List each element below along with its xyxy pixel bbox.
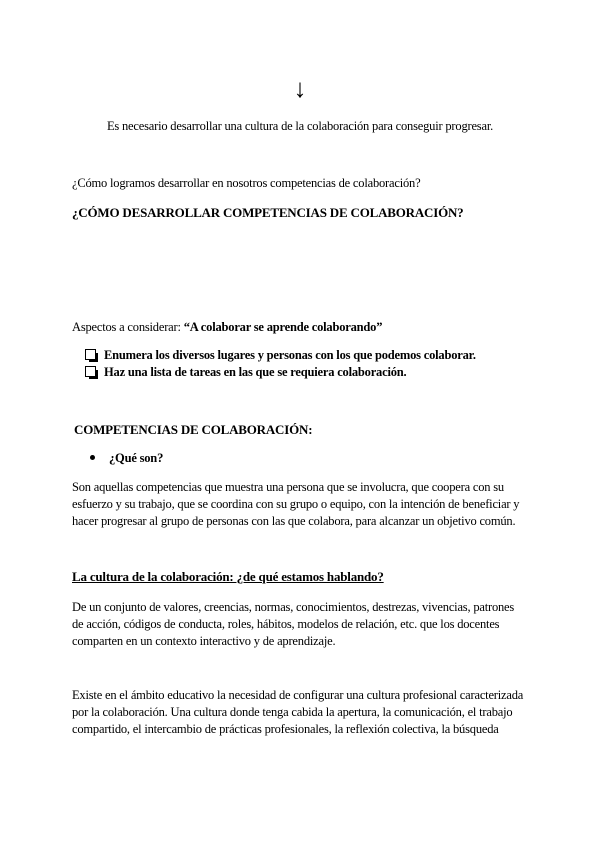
paragraph-line: esfuerzo y su trabajo, que se coordina con su grupo o equipo, con la intención de beneficiar y [72,497,520,511]
definition-paragraph [72,479,534,530]
aspects-quote: “A colaborar se aprende colaborando” [183,320,383,334]
checklist-item-text: Haz una lista de tareas en las que se requiera colaboración. [104,365,407,379]
checkbox-icon [85,349,96,360]
paragraph-line: compartido, el intercambio de prácticas profesionales, la reflexión colectiva, la búsqueda [72,722,499,736]
paragraph-line: Existe en el ámbito educativo la necesidad de configurar una cultura profesional caracterizada [72,688,524,702]
paragraph-line: de acción, códigos de conducta, roles, hábitos, modelos de relación, etc. que los docentes [72,617,500,631]
checklist-item [85,365,406,380]
checklist-item [85,348,476,363]
paragraph-line: hacer progresar al grupo de personas con las que colabora, para alcanzar un objetivo común. [72,514,516,528]
paragraph-line: por la colaboración. Una cultura donde tenga cabida la apertura, la comunicación, el trabajo [72,705,513,719]
aspects-label: Aspectos a considerar: [72,320,184,334]
checkbox-icon [85,366,96,377]
bullet-item-text: ¿Qué son? [109,451,164,465]
paragraph-line: comparten en un contexto interactivo y de aprendizaje. [72,634,336,648]
heading-competencias: COMPETENCIAS DE COLABORACIÓN: [74,422,313,437]
heading-cultura: La cultura de la colaboración: ¿de qué estamos hablando? [72,569,384,584]
bullet-item [90,451,163,466]
heading-como-desarrollar: ¿CÓMO DESARROLLAR COMPETENCIAS DE COLABORACIÓN? [72,205,464,220]
checklist-item-text: Enumera los diversos lugares y personas con los que podemos colaborar. [104,348,476,362]
paragraph-line: De un conjunto de valores, creencias, normas, conocimientos, destrezas, vivencias, patrones [72,600,515,614]
paragraph-line: Son aquellas competencias que muestra una persona que se involucra, que coopera con su [72,480,504,494]
intro-sentence: Es necesario desarrollar una cultura de la colaboración para conseguir progresar. [106,119,494,133]
cultura-paragraph [72,599,534,650]
question-text: ¿Cómo logramos desarrollar en nosotros competencias de colaboración? [72,176,421,190]
aspects-line [72,320,382,335]
down-arrow-icon: ↓ [293,74,307,103]
bullet-icon [90,455,95,460]
ambito-paragraph [72,687,534,738]
